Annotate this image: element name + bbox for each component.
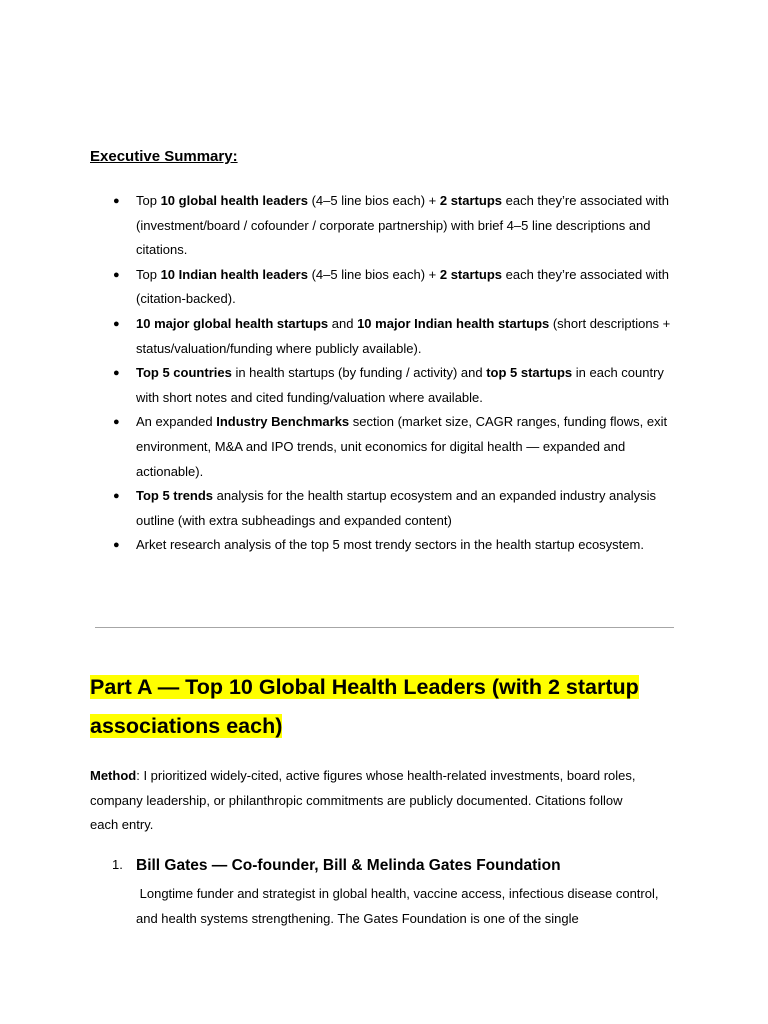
bullet-dot-icon: ● xyxy=(113,268,120,281)
bullet-bold-text: 2 startups xyxy=(439,193,502,208)
bullet-bold-text: top 5 startups xyxy=(486,365,573,381)
summary-bullet-item xyxy=(90,361,690,410)
executive-summary-heading: Executive Summary: xyxy=(90,148,238,165)
leader-number: 1. xyxy=(112,857,123,872)
leader-list xyxy=(90,853,690,931)
bullet-text: each they’re associated with (investment/board / cofounder / corporate partnership) with brief 4–5 line descriptions and citations. xyxy=(136,193,669,258)
bullet-text: analysis for the health startup ecosystem and an expanded industry analysis outline (with extra subheadings and expanded content) xyxy=(136,488,657,528)
summary-bullet-item xyxy=(90,263,690,312)
part-a-heading xyxy=(90,668,690,746)
method-label: Method xyxy=(90,768,137,783)
bullet-text: (4–5 line bios each) + xyxy=(307,266,440,282)
bullet-text: in each country with short notes and cited funding/valuation where available. xyxy=(136,365,664,405)
bullet-bold-text: 10 global health leaders xyxy=(160,193,308,208)
method-text: : I prioritized widely-cited, active figures whose health-related investments, board roles, company leadership, or philanthropic commitments are publicly documented. Citations follow each entry. xyxy=(90,768,636,833)
bullet-dot-icon: ● xyxy=(113,317,120,330)
bullet-dot-icon: ● xyxy=(113,539,120,552)
bullet-text: (short descriptions + status/valuation/funding where publicly available). xyxy=(136,315,671,356)
summary-bullet-item xyxy=(90,312,690,361)
leader-description: Longtime funder and strategist in global health, vaccine access, infectious disease control, and health systems strengthening. The Gates Foundation is one of the single xyxy=(136,886,663,926)
method-paragraph xyxy=(90,764,650,838)
summary-bullet-item xyxy=(90,484,690,533)
bullet-dot-icon: ● xyxy=(113,367,120,380)
section-divider xyxy=(95,627,674,628)
bullet-dot-icon: ● xyxy=(113,490,120,503)
summary-bullet-item xyxy=(90,410,690,484)
leader-entry xyxy=(90,853,690,931)
bullet-text: Top xyxy=(136,266,161,282)
bullet-dot-icon: ● xyxy=(113,195,120,207)
bullet-text: and xyxy=(328,315,358,331)
bullet-bold-text: 10 Indian health leaders xyxy=(160,266,308,282)
bullet-text: Arket research analysis of the top 5 most trendy sectors in the health startup ecosystem. xyxy=(136,537,644,553)
bullet-dot-icon: ● xyxy=(113,416,120,429)
bullet-bold-text: 10 major Indian health startups xyxy=(357,315,550,331)
executive-summary-list xyxy=(90,189,690,558)
bullet-text: (4–5 line bios each) + xyxy=(307,193,440,208)
bullet-text: section (market size, CAGR ranges, funding flows, exit environment, M&A and IPO trends, unit economics for digital health — expanded and actionable). xyxy=(136,414,668,479)
part-a-heading-highlight: Part A — Top 10 Global Health Leaders (with 2 startup associations each) xyxy=(90,675,639,738)
bullet-bold-text: Industry Benchmarks xyxy=(216,414,350,430)
bullet-text: in health startups (by funding / activity) and xyxy=(231,365,487,381)
bullet-bold-text: 2 startups xyxy=(439,266,502,282)
leader-name: Bill Gates — Co-founder, Bill & Melinda Gates Foundation xyxy=(136,857,561,874)
bullet-bold-text: Top 5 trends xyxy=(136,488,214,504)
bullet-text: An expanded xyxy=(136,414,217,430)
summary-bullet-item xyxy=(90,189,690,263)
bullet-bold-text: Top 5 countries xyxy=(136,365,232,381)
summary-bullet-item xyxy=(90,533,690,558)
bullet-text: Top xyxy=(136,193,161,208)
bullet-bold-text: 10 major global health startups xyxy=(136,315,329,331)
bullet-text: each they’re associated with (citation-backed). xyxy=(136,266,669,307)
